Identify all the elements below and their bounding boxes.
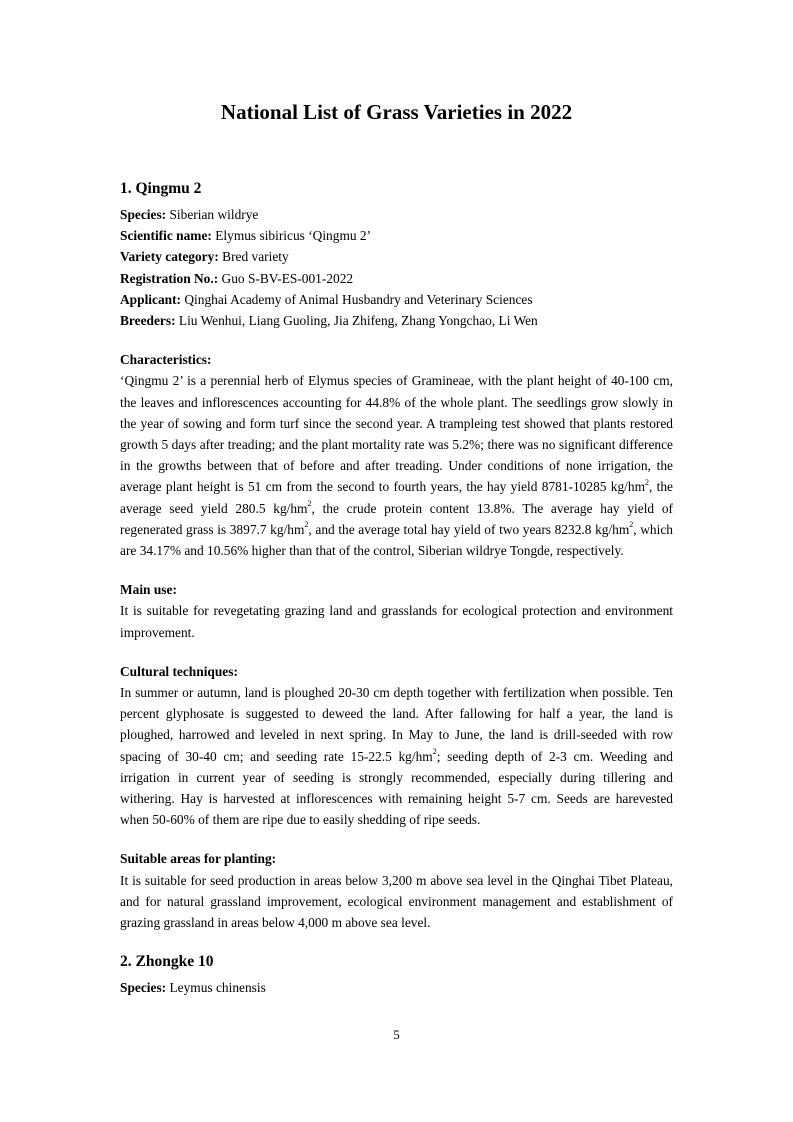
cultural-techniques-text: In summer or autumn, land is ploughed 20-30 cm depth together with fertilization when possible. Ten percent glyphosate is suggested to deweed the land. After fallowing for half a year, the land is ploughed, harrowed and leveled in next spring. In May to June, the land is drill-seeded with row spacing of 30-40 cm; and seeding rate 15-22.5 $kg/hm^2$; seeding depth of 2-3 cm. Weeding and irrigation in current year of seeding is strongly recommended, especially during tillering and withering. Hay is harvested at inflorescences with remaining height 5-7 cm. Seeds are harevested when 50-60% of them are ripe due to easily shedding of ripe seeds. [120,685,673,828]
field-label: Variety category: [120,249,219,265]
field-variety-category [120,246,673,267]
field-value: Elymus sibiricus ‘Qingmu 2’ [215,228,372,244]
variety-section-qingmu-2 [120,178,673,933]
field-label: Breeders: [120,313,176,329]
page-number: 5 [393,1027,400,1042]
field-label: Applicant: [120,291,182,307]
field-value: Siberian wildrye [169,207,259,222]
suitable-areas-heading: Suitable areas for planting: [120,851,277,867]
page-title: National List of Grass Varieties in 2022 [220,100,573,124]
field-label: Scientific name: [120,228,212,244]
field-registration-no [120,268,673,289]
field-applicant [120,289,673,310]
document-content [120,178,673,999]
main-use-heading: Main use: [120,582,177,598]
field-breeders [120,310,673,331]
field-value: Leymus chinensis [169,980,266,996]
field-label: Registration No.: [120,270,219,286]
field-scientific-name [120,225,673,246]
field-value: Liu Wenhui, Liang Guoling, Jia Zhifeng, Zhang Yongchao, Li Wen [178,313,538,329]
field-label: Species: [120,980,167,996]
cultural-techniques-heading: Cultural techniques: [120,663,238,679]
main-use-text: It is suitable for revegetating grazing land and grasslands for ecological protection and environment improvement. [120,603,673,640]
variety-heading: 1. Qingmu 2 [120,180,202,197]
characteristics-heading: Characteristics: [120,352,212,368]
variety-heading: 2. Zhongke 10 [120,953,214,971]
characteristics-text: ‘Qingmu 2’ is a perennial herb of Elymus species of Gramineae, with the plant height of 40-100 cm, the leaves and inflorescences accounting for 44.8% of the whole plant. The seedlings grow slowly in the year of sowing and form turf since the second year. A trampleing test showed that plants restored growth 5 days after treading; and the plant mortality rate was 5.2%; there was no significant difference in the growths between that of before and after treading. Under conditions of none irrigation, the average plant height is 51 cm from the second to fourth years, the hay yield 8781-10285 $kg/hm^2$, the average seed yield 280.5 $kg/hm^2$, the crude protein content 13.8%. The average hay yield of regenerated grass is 3897.7 $kg/hm^2$, and the average total hay yield of two years 8232.8 $kg/hm^2$, which are 34.17% and 10.56% higher than that of the control, Siberian wildrye Tongde, respectively. [120,373,673,559]
variety-section-zhongke-10 [120,951,673,998]
field-label: Species: [120,207,167,222]
field-value: Guo S-BV-ES-001-2022 [221,270,354,286]
field-species [120,204,673,225]
suitable-areas-text: It is suitable for seed production in areas below 3,200 m above sea level in the Qinghai Tibet Plateau, and for natural grassland improvement, ecological environment management and establishment of grazing grassland in areas below 4,000 m above sea level. [120,872,673,931]
field-value: Bred variety [222,249,289,265]
field-species [120,977,673,998]
field-value: Qinghai Academy of Animal Husbandry and Veterinary Sciences [184,291,533,307]
